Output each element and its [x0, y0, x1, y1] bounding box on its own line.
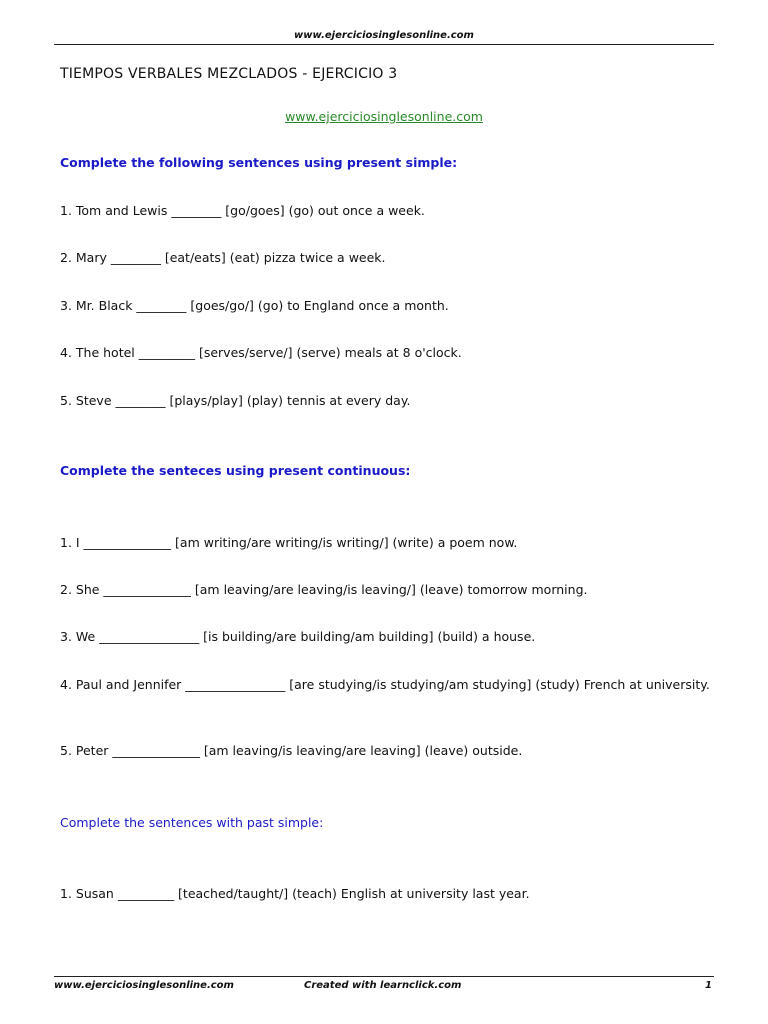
section-heading-present-simple: Complete the following sentences using present simple:: [60, 155, 458, 170]
exercise-item: 4. The hotel _________ [serves/serve/] (serve) meals at 8 o'clock.: [60, 345, 462, 360]
exercise-item: 3. We ________________ [is building/are building/am building] (build) a house.: [60, 629, 536, 644]
exercise-item: 4. Paul and Jennifer ________________ [are studying/is studying/am studying] (study) French at university.: [60, 677, 710, 692]
website-link[interactable]: www.ejerciciosinglesonline.com: [285, 109, 483, 124]
footer-url: www.ejerciciosinglesonline.com: [54, 980, 234, 991]
exercise-item: 1. Tom and Lewis ________ [go/goes] (go) out once a week.: [60, 203, 425, 218]
section-heading-present-continuous: Complete the senteces using present continuous:: [60, 463, 411, 478]
footer-credit: Created with learnclick.com: [304, 980, 462, 991]
page-number: 1: [705, 980, 712, 991]
exercise-item: 1. I ______________ [am writing/are writing/is writing/] (write) a poem now.: [60, 535, 518, 550]
exercise-item: 1. Susan _________ [teached/taught/] (teach) English at university last year.: [60, 886, 530, 901]
header-url: www.ejerciciosinglesonline.com: [294, 30, 474, 41]
exercise-item: 5. Steve ________ [plays/play] (play) tennis at every day.: [60, 393, 411, 408]
exercise-item: 2. Mary ________ [eat/eats] (eat) pizza twice a week.: [60, 250, 386, 265]
section-heading-past-simple: Complete the sentences with past simple:: [60, 815, 324, 830]
page-title: TIEMPOS VERBALES MEZCLADOS - EJERCICIO 3: [60, 66, 398, 82]
exercise-item: 3. Mr. Black ________ [goes/go/] (go) to England once a month.: [60, 298, 449, 313]
header-divider: [54, 44, 714, 45]
exercise-item: 5. Peter ______________ [am leaving/is leaving/are leaving] (leave) outside.: [60, 743, 523, 758]
exercise-item: 2. She ______________ [am leaving/are leaving/is leaving/] (leave) tomorrow morning.: [60, 582, 588, 597]
footer-divider: [54, 976, 714, 977]
